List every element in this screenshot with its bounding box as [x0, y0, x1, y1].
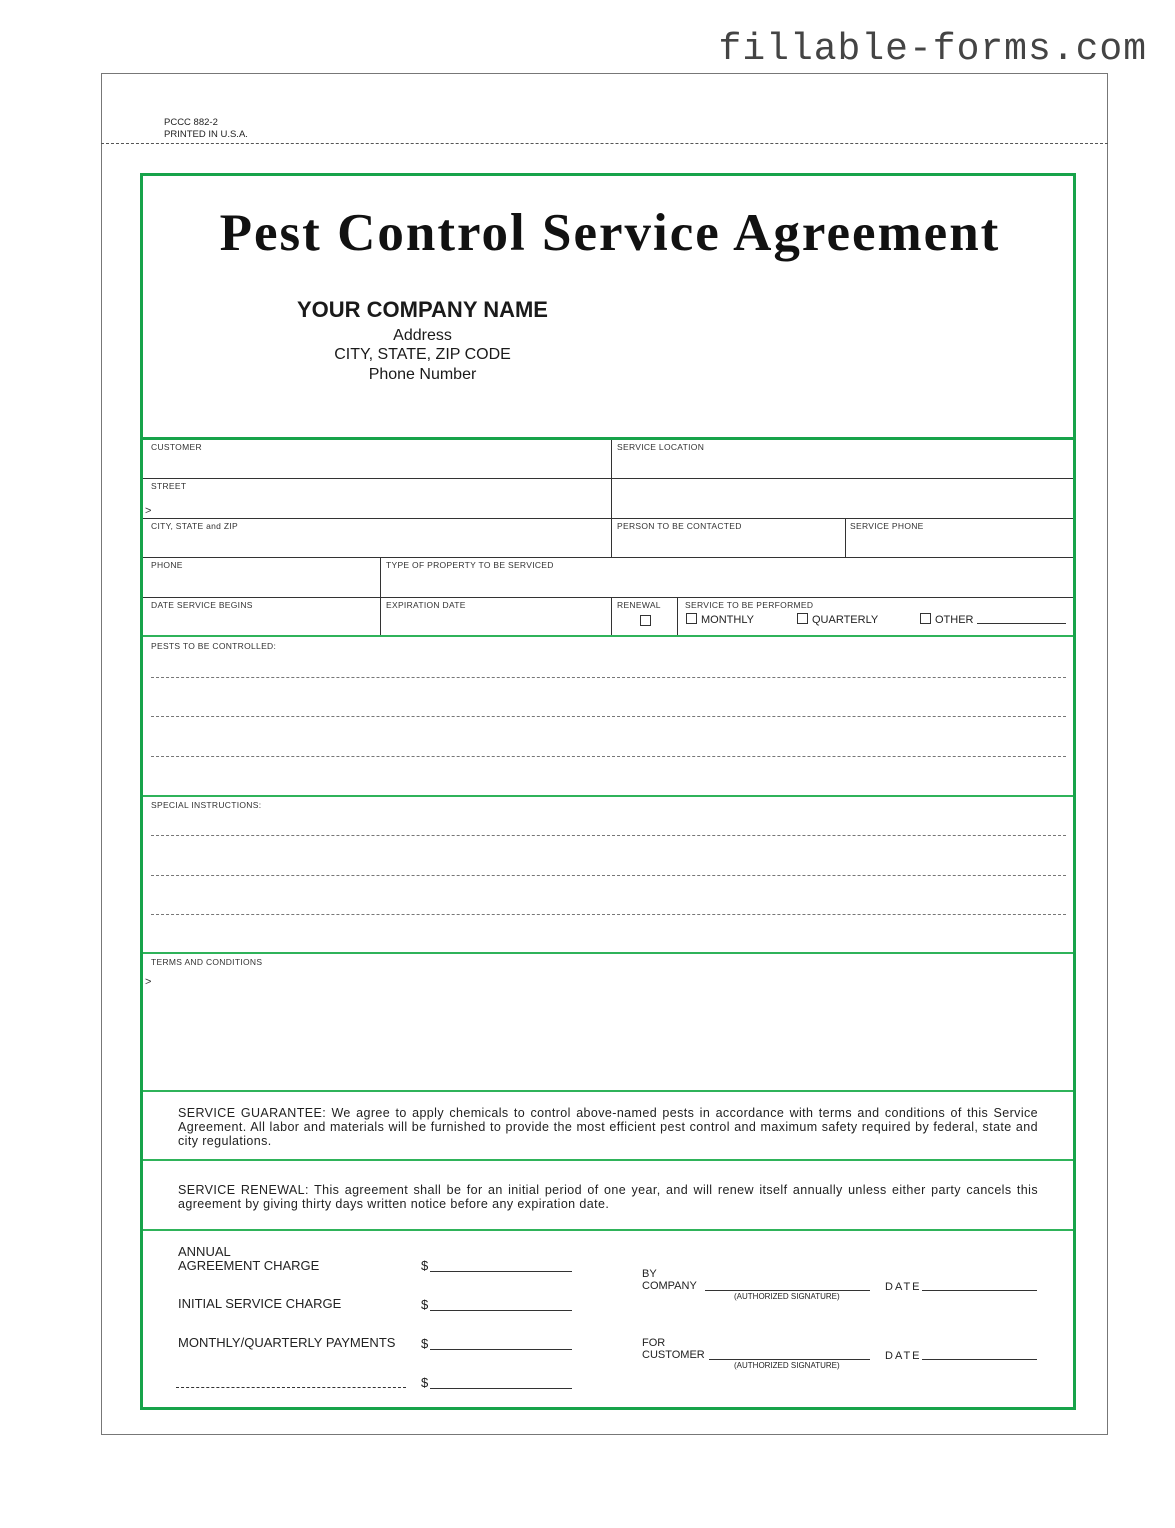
initial-charge-label: INITIAL SERVICE CHARGE — [178, 1296, 342, 1311]
monthly-checkbox[interactable] — [686, 613, 697, 624]
annual-dollar: $ — [421, 1258, 429, 1273]
company-date-field[interactable] — [922, 1290, 1037, 1291]
property-type-label: TYPE OF PROPERTY TO BE SERVICED — [386, 560, 554, 570]
grid-line-4 — [143, 597, 1073, 598]
by-company-label — [642, 1268, 697, 1292]
form-code — [164, 117, 248, 141]
pests-line-3[interactable] — [151, 756, 1066, 757]
annual-charge-label — [178, 1245, 319, 1273]
customer-date-label: DATE — [885, 1350, 922, 1362]
other-checkbox[interactable] — [920, 613, 931, 624]
company-date-label: DATE — [885, 1281, 922, 1293]
service-performed-label: SERVICE TO BE PERFORMED — [685, 600, 814, 610]
grid-line-2 — [143, 518, 1073, 519]
special-divider — [143, 795, 1073, 797]
header-divider — [140, 437, 1076, 440]
service-location-label: SERVICE LOCATION — [617, 442, 705, 452]
pests-label: PESTS TO BE CONTROLLED: — [151, 641, 277, 651]
monthly-label: MONTHLY — [701, 614, 754, 626]
charges-divider — [143, 1229, 1073, 1231]
special-line-3[interactable] — [151, 914, 1066, 915]
quarterly-option[interactable] — [797, 613, 878, 626]
pests-divider — [143, 635, 1073, 637]
annual-charge-field[interactable] — [430, 1271, 572, 1272]
company-phone: Phone Number — [368, 366, 477, 383]
company-authorized-label: (AUTHORIZED SIGNATURE) — [734, 1292, 840, 1301]
service-guarantee-text: SERVICE GUARANTEE: We agree to apply chemicals to control above-named pests in accordance with terms and conditions of this Service Agreement. All labor and materials will be furnished to provide the most efficient pest control and maximum safety required by federal, state and city regulations. — [178, 1106, 1038, 1148]
monthly-option[interactable] — [686, 613, 754, 626]
payments-field[interactable] — [430, 1349, 572, 1350]
grid-vline-3 — [380, 557, 381, 635]
customer-sig-label: CUSTOMER — [642, 1349, 705, 1361]
city-state-zip-label: CITY, STATE and ZIP — [151, 521, 238, 531]
grid-vline-1 — [611, 440, 612, 557]
extra-dollar: $ — [421, 1375, 429, 1390]
payments-dollar: $ — [421, 1336, 429, 1351]
grid-vline-2 — [845, 518, 846, 557]
terms-marker: > — [145, 976, 152, 988]
street-marker: > — [145, 505, 152, 517]
other-label: OTHER — [935, 614, 974, 626]
pests-line-2[interactable] — [151, 716, 1066, 717]
terms-label: TERMS AND CONDITIONS — [151, 957, 263, 967]
renewal-checkbox[interactable] — [640, 615, 651, 626]
pests-line-1[interactable] — [151, 677, 1066, 678]
special-line-2[interactable] — [151, 875, 1066, 876]
customer-date-field[interactable] — [922, 1359, 1037, 1360]
initial-dollar: $ — [421, 1297, 429, 1312]
customer-authorized-label: (AUTHORIZED SIGNATURE) — [734, 1361, 840, 1370]
printed-in: PRINTED IN U.S.A. — [164, 129, 248, 140]
expiration-date-label: EXPIRATION DATE — [386, 600, 466, 610]
extra-charge-label-field[interactable] — [176, 1387, 406, 1388]
annual-label-line1: ANNUAL — [178, 1244, 231, 1259]
person-contact-label: PERSON TO BE CONTACTED — [617, 521, 742, 531]
grid-vline-4 — [611, 597, 612, 635]
service-renewal-text: SERVICE RENEWAL: This agreement shall be for an initial period of one year, and will renew itself annually unless either party cancels this agreement by giving thirty days written notice before any expiration date. — [178, 1183, 1038, 1211]
watermark: fillable-forms.com — [718, 28, 1147, 71]
customer-signature-field[interactable] — [709, 1359, 870, 1360]
guarantee-divider — [143, 1090, 1073, 1092]
perforation-line — [101, 143, 1108, 144]
company-signature-field[interactable] — [705, 1290, 870, 1291]
date-begins-label: DATE SERVICE BEGINS — [151, 600, 253, 610]
for-customer-label — [642, 1337, 705, 1361]
other-option[interactable] — [920, 613, 974, 626]
form-title: Pest Control Service Agreement — [219, 204, 1001, 262]
payments-label: MONTHLY/QUARTERLY PAYMENTS — [178, 1335, 396, 1350]
company-address: Address — [393, 327, 452, 344]
terms-divider — [143, 952, 1073, 954]
grid-vline-5 — [677, 597, 678, 635]
quarterly-label: QUARTERLY — [812, 614, 879, 626]
customer-label: CUSTOMER — [151, 442, 202, 452]
company-label: COMPANY — [642, 1280, 697, 1292]
extra-charge-field[interactable] — [430, 1388, 572, 1389]
street-label: STREET — [151, 481, 187, 491]
initial-charge-field[interactable] — [430, 1310, 572, 1311]
company-city: CITY, STATE, ZIP CODE — [334, 346, 511, 363]
special-label: SPECIAL INSTRUCTIONS: — [151, 800, 262, 810]
for-label: FOR — [642, 1337, 666, 1349]
renewal-label: RENEWAL — [617, 600, 661, 610]
by-label: BY — [642, 1268, 657, 1280]
form-code-number: PCCC 882-2 — [164, 117, 218, 128]
grid-line-3 — [143, 557, 1073, 558]
quarterly-checkbox[interactable] — [797, 613, 808, 624]
other-blank-line[interactable] — [977, 623, 1066, 624]
annual-label-line2: AGREEMENT CHARGE — [178, 1258, 320, 1273]
phone-label: PHONE — [151, 560, 183, 570]
service-phone-label: SERVICE PHONE — [850, 521, 924, 531]
special-line-1[interactable] — [151, 835, 1066, 836]
renewal-divider — [143, 1159, 1073, 1161]
company-name: YOUR COMPANY NAME — [297, 297, 548, 322]
grid-line-1 — [143, 478, 1073, 479]
